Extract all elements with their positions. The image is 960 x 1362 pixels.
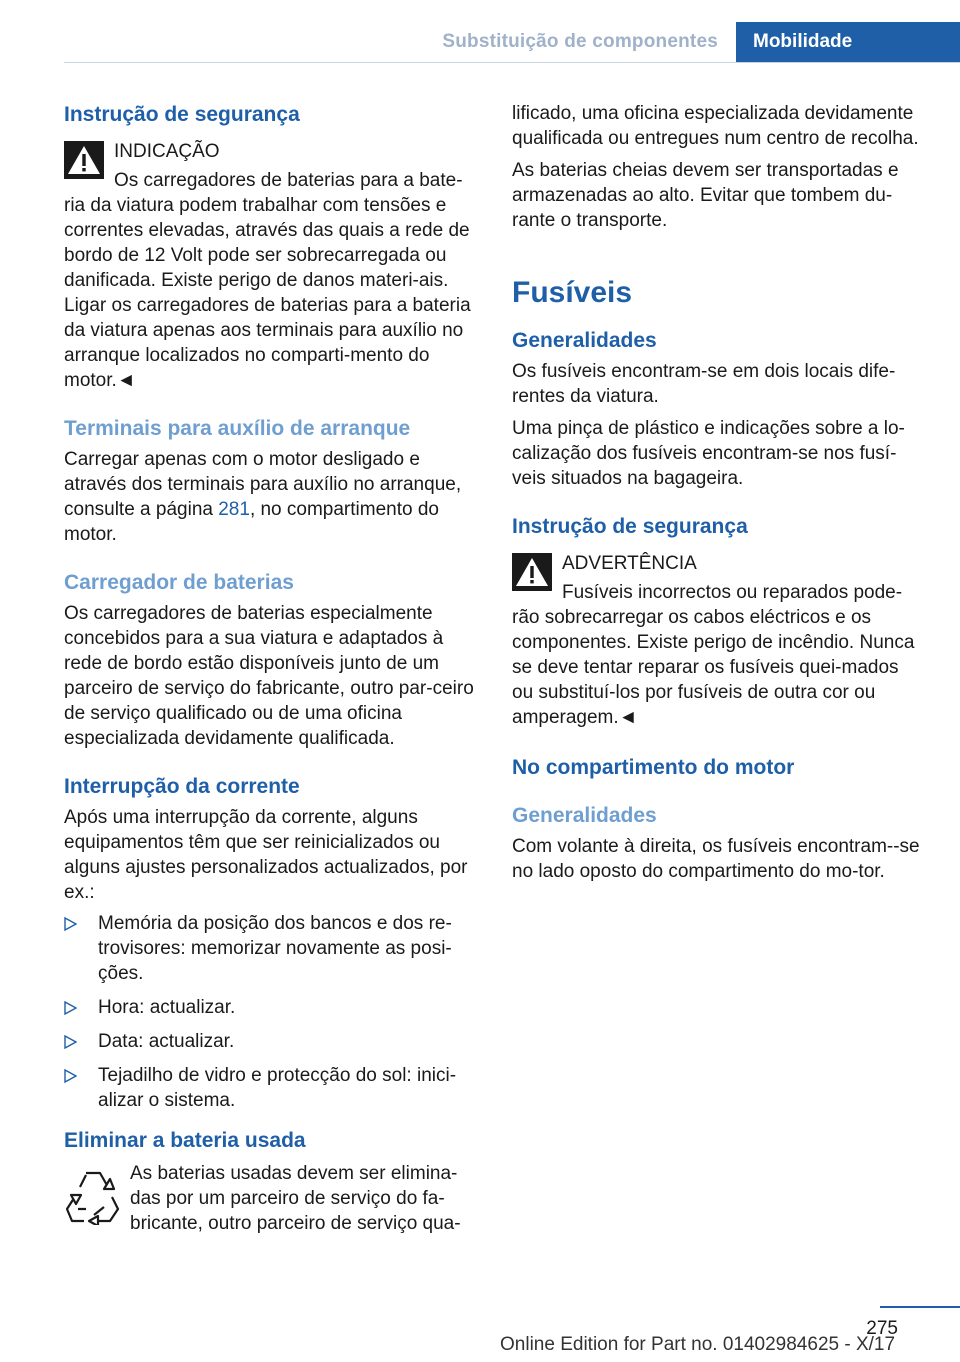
general-body-2: Uma pinça de plástico e indicações sobre a lo-calização dos fusíveis encontram-se nos fusí-veis situados na bagageira. [512, 418, 905, 489]
interruption-list [64, 911, 476, 1113]
warning-icon [64, 141, 104, 179]
disposal-upright: As baterias cheias devem ser transportadas e armazenadas ao alto. Evitar que tombem du-rante o transporte. [512, 160, 899, 231]
warning-title: ADVERTÊNCIA [562, 553, 697, 574]
terminals-heading: Terminais para auxílio de arranque [64, 417, 411, 440]
terminals-body [64, 447, 476, 547]
fuses-title: Fusíveis [512, 276, 633, 309]
disposal-body: As baterias usadas devem ser elimina-das por um parceiro de serviço do fa-bricante, outro parceiro de serviço qua- [130, 1163, 461, 1234]
disposal-continuation: lificado, uma oficina especializada devidamente qualificada ou entregues num centro de recolha. [512, 103, 919, 149]
notice-block [64, 139, 476, 393]
bullet-triangle-icon [64, 917, 77, 931]
recycle-block [64, 1161, 476, 1236]
list-item [64, 1063, 476, 1113]
engine-body: Com volante à direita, os fusíveis encontram--se no lado oposto do compartimento do mo-tor. [512, 836, 920, 882]
bullet-triangle-icon [64, 1001, 77, 1015]
header-section-title: Substituição de componentes [442, 31, 718, 52]
list-item-text: Tejadilho de vidro e protecção do sol: inici-alizar o sistema. [98, 1065, 457, 1111]
list-item-text: Data: actualizar. [98, 1031, 235, 1052]
left-column [64, 101, 476, 1236]
warning-icon [512, 553, 552, 591]
recycle-icon [64, 1165, 122, 1225]
warning-block [512, 551, 924, 730]
header-chapter-tab: Mobilidade [736, 22, 960, 62]
engine-sub-heading: Generalidades [512, 804, 657, 827]
charger-heading: Carregador de baterias [64, 571, 294, 594]
list-item [64, 995, 476, 1020]
general-body-1: Os fusíveis encontram-se em dois locais dife-rentes da viatura. [512, 361, 896, 407]
header-divider [64, 62, 960, 63]
right-safety-heading: Instrução de segurança [512, 515, 748, 538]
page-link-281[interactable]: 281 [218, 499, 250, 520]
edition-note: Online Edition for Part no. 01402984625 - X/17 [500, 1334, 896, 1355]
notice-title: INDICAÇÃO [114, 141, 220, 162]
list-item-text: Hora: actualizar. [98, 997, 236, 1018]
engine-heading: No compartimento do motor [512, 756, 795, 779]
warning-body: Fusíveis incorrectos ou reparados pode-rão sobrecarregar os cabos eléctricos e os componentes. Existe perigo de incêndio. Nunca se deve tentar reparar os fusíveis quei-mados ou substituí-los por fusíveis de outra cor ou amperagem.◄ [512, 582, 915, 728]
footer-accent-line [880, 1306, 960, 1308]
interruption-heading: Interrupção da corrente [64, 775, 300, 798]
terminals-text-before: Carregar apenas com o motor desligado e através dos terminais para auxílio no arranque, consulte a página [64, 449, 462, 520]
page-number: 275 [866, 1318, 898, 1339]
list-item [64, 1029, 476, 1054]
notice-body: Os carregadores de baterias para a bate-ria da viatura podem trabalhar com tensões e correntes elevadas, através das quais a rede de bordo de 12 Volt pode ser sobrecarregada ou danificada. Existe perigo de danos materi-ais. Ligar os carregadores de baterias para a bateria da viatura apenas aos terminais para auxílio no arranque localizados no comparti-mento do motor.◄ [64, 170, 471, 391]
charger-body: Os carregadores de baterias especialmente concebidos para a sua viatura e adaptados à rede de bordo estão disponíveis junto de um parceiro de serviço do fabricante, outro par-ceiro de serviço qualificado ou de uma oficina especializada devidamente qualificada. [64, 603, 474, 749]
general-heading: Generalidades [512, 329, 657, 352]
bullet-triangle-icon [64, 1069, 77, 1083]
bullet-triangle-icon [64, 1035, 77, 1049]
right-column [512, 101, 924, 884]
list-item [64, 911, 476, 986]
terminals-text-after: , no compartimento do motor. [64, 499, 439, 545]
disposal-heading: Eliminar a bateria usada [64, 1129, 306, 1152]
interruption-body: Após uma interrupção da corrente, alguns equipamentos têm que ser reinicializados ou alguns ajustes personalizados actualizados, por ex.: [64, 807, 468, 903]
list-item-text: Memória da posição dos bancos e dos re-trovisores: memorizar novamente as posi-ções. [98, 913, 452, 984]
safety-heading: Instrução de segurança [64, 103, 300, 126]
